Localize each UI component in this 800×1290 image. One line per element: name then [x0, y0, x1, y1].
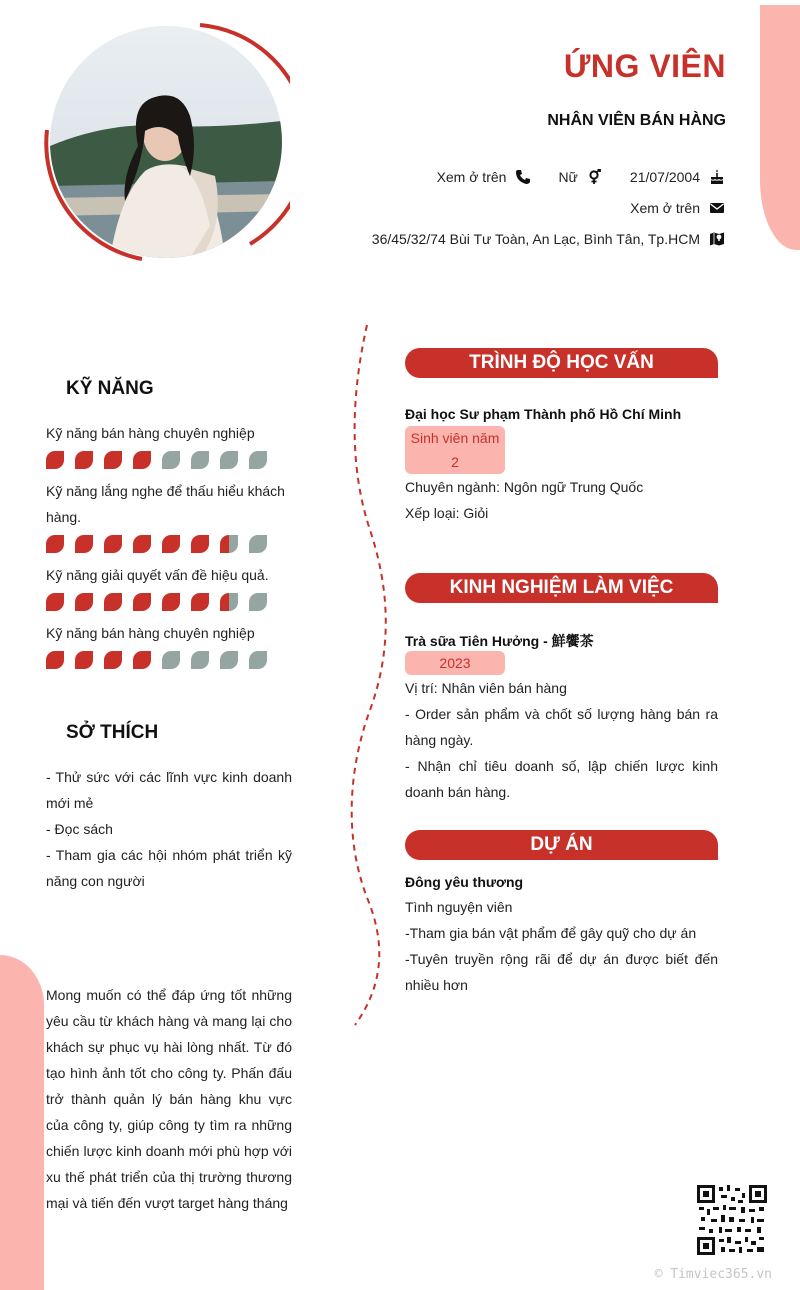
- rating-dot: [249, 593, 267, 611]
- gender-icon: [586, 168, 604, 186]
- experience-desc-1: - Order sản phẩm và chốt số lượng hàng bán ra hàng ngày.: [405, 706, 718, 748]
- project-role: Tình nguyện viên: [405, 899, 513, 915]
- experience-company: Trà sữa Tiên Hưởng - 鮮饗茶: [405, 633, 594, 649]
- decor-top-right: [760, 5, 800, 250]
- birthday-cake-icon: [708, 168, 726, 186]
- rating-dot: [220, 651, 238, 669]
- job-title: NHÂN VIÊN BÁN HÀNG: [547, 112, 726, 129]
- skill-label-1: Kỹ năng bán hàng chuyên nghiệp: [46, 425, 255, 441]
- contact-row-1: [437, 167, 726, 187]
- rating-dot: [104, 451, 122, 469]
- rating-dot: [133, 535, 151, 553]
- hobby-item-3: - Tham gia các hội nhóm phát triển kỹ năng con người: [46, 847, 292, 889]
- rating-dot: [75, 535, 93, 553]
- rating-dot: [162, 451, 180, 469]
- skills-title: KỸ NĂNG: [66, 378, 154, 399]
- rating-dot: [191, 451, 209, 469]
- candidate-name: ỨNG VIÊN: [563, 48, 726, 84]
- birthday-text: 21/07/2004: [629, 169, 700, 185]
- contact-row-3: [372, 229, 726, 249]
- education-title: TRÌNH ĐỘ HỌC VẤN: [405, 348, 718, 378]
- rating-dot: [162, 535, 180, 553]
- map-icon: [708, 230, 726, 248]
- career-objective: Mong muốn có thể đáp ứng tốt những yêu cầu từ khách hàng và mang lại cho khách sự phục vụ hài lòng nhất. Từ đó tạo hình ảnh tốt cho công ty. Phấn đấu trở thành quản lý bán hàng khu vực của công ty, giúp công ty tìm ra những chiến lược kinh doanh mới phù hợp với xu thế phát triển của thị trường thương mại và tiến đến vượt target hàng tháng: [46, 987, 292, 1211]
- hobby-item-2: - Đọc sách: [46, 821, 113, 837]
- decor-bottom-left: [0, 955, 44, 1290]
- projects-title: DỰ ÁN: [405, 830, 718, 860]
- education-major: Chuyên ngành: Ngôn ngữ Trung Quốc: [405, 479, 644, 495]
- rating-dot: [191, 593, 209, 611]
- rating-dot: [75, 593, 93, 611]
- education-school: Đại học Sư phạm Thành phố Hồ Chí Minh: [405, 406, 682, 422]
- copyright: © Timviec365.vn: [654, 1267, 772, 1282]
- skill-label-3: Kỹ năng giải quyết vấn đề hiệu quả.: [46, 567, 269, 583]
- education-period-badge: Sinh viên năm 2: [405, 426, 505, 474]
- education-grade: Xếp loại: Giỏi: [405, 505, 489, 521]
- rating-dot: [162, 593, 180, 611]
- experience-position: Vị trí: Nhân viên bán hàng: [405, 680, 567, 696]
- rating-dot: [191, 535, 209, 553]
- hobby-item-1: - Thử sức với các lĩnh vực kinh doanh mới mẻ: [46, 769, 292, 811]
- rating-dot: [220, 451, 238, 469]
- email-text: Xem ở trên: [630, 200, 700, 216]
- experience-desc-2: - Nhận chỉ tiêu doanh số, lập chiến lược kinh doanh bán hàng.: [405, 758, 718, 800]
- avatar-frame: [42, 22, 290, 262]
- rating-dot: [133, 651, 151, 669]
- rating-dot: [249, 451, 267, 469]
- project-desc-2: -Tuyên truyền rộng rãi để dự án được biết đến nhiều hơn: [405, 951, 718, 993]
- rating-dot: [46, 451, 64, 469]
- project-name: Đông yêu thương: [405, 874, 524, 890]
- rating-dot: [46, 593, 64, 611]
- phone-icon: [514, 168, 532, 186]
- rating-dot: [249, 651, 267, 669]
- contact-row-2: [630, 198, 726, 218]
- phone-text: Xem ở trên: [436, 169, 507, 185]
- experience-title: KINH NGHIỆM LÀM VIỆC: [405, 573, 718, 603]
- gender-text: Nữ: [558, 169, 578, 185]
- rating-dot: [249, 535, 267, 553]
- rating-dot: [191, 651, 209, 669]
- address-text: 36/45/32/74 Bùi Tư Toàn, An Lạc, Bình Tân, Tp.HCM: [371, 231, 700, 247]
- rating-dot: [133, 451, 151, 469]
- rating-dot: [220, 535, 238, 553]
- rating-dot: [220, 593, 238, 611]
- rating-dot: [104, 535, 122, 553]
- rating-dot: [104, 593, 122, 611]
- envelope-icon: [708, 199, 726, 217]
- rating-dot: [162, 651, 180, 669]
- rating-dot: [46, 651, 64, 669]
- rating-dot: [75, 651, 93, 669]
- rating-dot: [46, 535, 64, 553]
- qr-code[interactable]: [697, 1185, 767, 1255]
- rating-dot: [104, 651, 122, 669]
- skill-label-2: Kỹ năng lắng nghe để thấu hiểu khách hàng.: [46, 483, 285, 525]
- dashed-divider: [330, 320, 410, 1030]
- experience-period-badge: 2023: [405, 651, 505, 675]
- rating-dot: [75, 451, 93, 469]
- skill-label-4: Kỹ năng bán hàng chuyên nghiệp: [46, 625, 255, 641]
- hobbies-title: SỞ THÍCH: [66, 722, 159, 743]
- rating-dot: [133, 593, 151, 611]
- project-desc-1: -Tham gia bán vật phẩm để gây quỹ cho dự án: [405, 925, 697, 941]
